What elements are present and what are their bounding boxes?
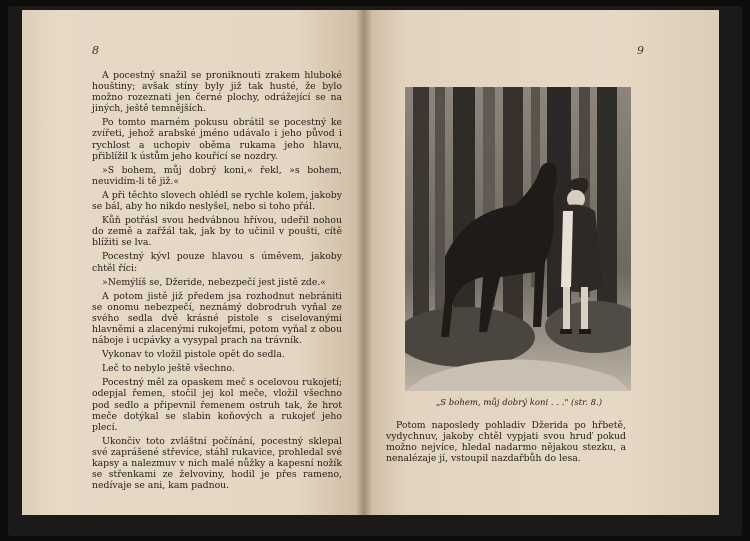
paragraph: Ukončiv toto zvláštní počínání, pocestný sklepal své zaprášené střevíce, stáhl rukavice, prohledal své kapsy a nalezmuv v nich malé nůžky a kapesní nožík se střenkami ze želvoviny, hodil je přes rameno, nedívaje se ani, kam padnou. <box>92 435 342 492</box>
forest-horse-illustration <box>405 87 631 391</box>
illustration-svg <box>405 87 631 391</box>
paragraph: Pocestný kývl pouze hlavou s úměvem, jakoby chtěl říci: <box>92 251 342 274</box>
paragraph: Kůň potřásl svou hedvábnou hřívou, udeřil nohou do země a zařžál tak, jak by to učinil v poušti, cítě blížiti se lva. <box>92 215 342 249</box>
paragraph: A potom jistě již předem jsa rozhodnut nebrániti se onomu nebezpečí, neznámý dobrodruh vyňal ze svého sedla dvě krásné pistole s ciselovanými hlavněmi a zlacenými rukojeťmi, potom vyňal z obou náboje i ucpávky a vysypal prach na trávník. <box>92 290 342 347</box>
paragraph: Leč to nebylo ještě všechno. <box>102 363 235 375</box>
paragraph: Vykonav to vložil pistole opět do sedla. <box>102 349 285 361</box>
paragraph: A pocestný snažil se proniknouti zrakem hluboké houštiny; avšak stíny byly již tak husté, že bylo možno rozeznati jen černé plochy, odrážející se na jiných, ještě temnějších. <box>92 70 342 115</box>
left-page-number: 8 <box>92 44 99 57</box>
illustration-caption: „S bohem, můj dobrý koni . . ." (str. 8.) <box>435 398 603 408</box>
right-page-number: 9 <box>637 44 644 57</box>
paragraph: »S bohem, můj dobrý koni,« řekl, »s bohem, neuvidím-li tě již.« <box>92 164 342 187</box>
paragraph: A při těchto slovech ohlédl se rychle kolem, jakoby se bál, aby ho nikdo neslyšel, nebo si toho přál. <box>92 189 342 213</box>
paragraph: »Nemýlíš se, Džeride, nebezpečí jest jistě zde.« <box>102 276 326 288</box>
paragraph: Pocestný měl za opaskem meč s ocelovou rukojetí; odepjal řemen, stočil jej kol meče, vložil všechno pod sedlo a připevnil řemenem ostruh tak, že hrot meče dotýkal se slabin koňových a rukojeť jeho plecí. <box>92 377 342 433</box>
left-page-text <box>92 70 342 494</box>
book-gutter <box>356 10 372 515</box>
right-page-text <box>386 420 626 467</box>
paragraph: Potom naposledy pohladiv Džerida po hřbetě, vydychnuv, jakoby chtěl vypjati svou hruď pokud možno nejvíce, hledal nadarmo nějakou stezku, a nenalézaje jí, vstoupil nazdařbůh do lesa. <box>386 420 626 465</box>
paragraph: Po tomto marném pokusu obrátil se pocestný ke zvířeti, jehož arabské jméno udávalo i jeho původ i rychlost a uchopiv oběma rukama jeho hlavu, přiblížil k ústům jeho kouřící se nozdry. <box>92 117 342 162</box>
